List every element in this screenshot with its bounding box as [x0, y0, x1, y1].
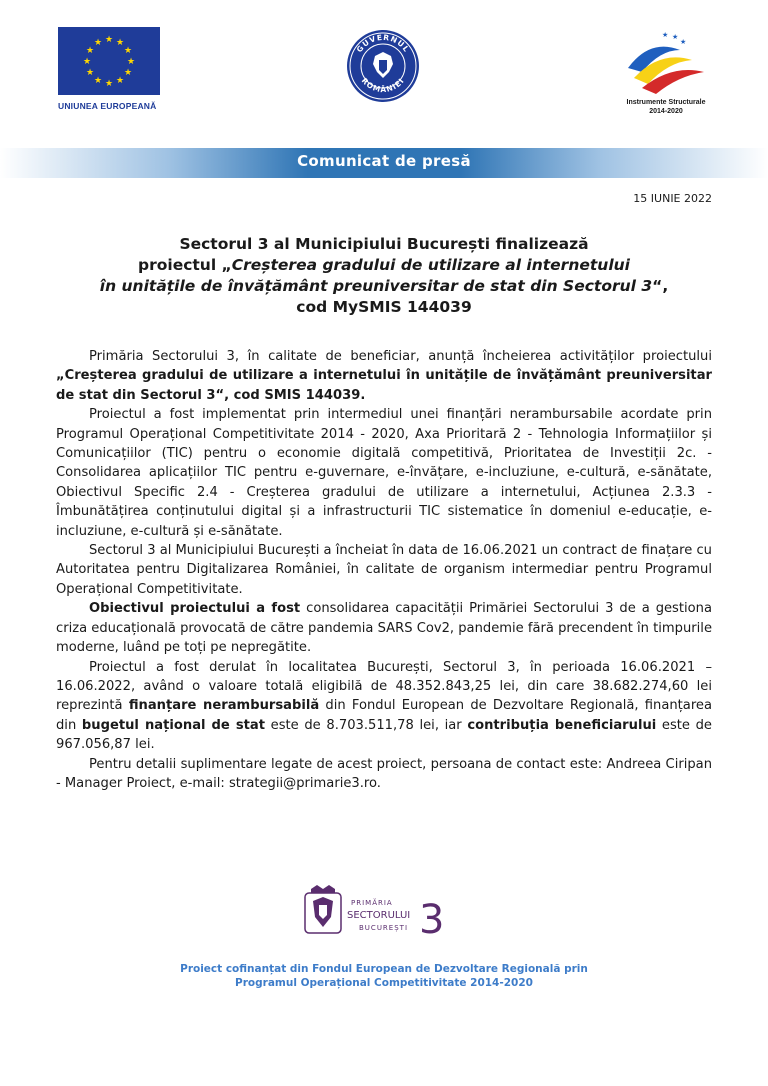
eu-logo [58, 27, 160, 99]
title-line-3-suffix: “, [652, 277, 669, 295]
s3-logo-number: 3 [419, 897, 445, 943]
svg-text:★: ★ [85, 68, 95, 78]
government-seal-logo [345, 28, 421, 104]
p5-a: Proiectul a fost derulat în localitatea București, Sectorul 3, în perioada 16.06.2021 – 16.06.2022, având o valoare totală eligibilă de 48.352.843,25 lei, din care 38.682.274,60 lei reprezintă [56, 659, 712, 714]
title-line-2-italic: Creșterea gradului de utilizare al internetului [231, 256, 630, 274]
svg-text:★: ★ [123, 46, 133, 56]
p1-project-name: „Creșterea gradului de utilizare a internetului în unitățile de învățământ preuniversitar de stat din Sectorul 3“, cod SMIS 144039. [56, 368, 712, 403]
paragraph-3: Sectorul 3 al Municipiului București a încheiat în data de 16.06.2021 un contract de finațare cu Autoritatea pentru Digitalizarea României, în calitate de organism intermediar pentru Programul Operațional Competitivitate. [56, 543, 712, 597]
s3-logo-line3: BUCUREȘTI [359, 924, 409, 932]
p5-b: finanțare nerambursabilă [128, 698, 320, 714]
title-line-1: Sectorul 3 al Municipiului București finalizează [179, 235, 589, 253]
coat-of-arms-icon [305, 885, 341, 933]
structural-instruments-caption [616, 98, 716, 116]
svg-text:★: ★ [115, 76, 125, 86]
paragraph-2: Proiectul a fost implementat prin intermediul unei finanțări nerambursabile acordate prin Programul Operațional Competitivitate 2014 - 2020, Axa Prioritară 2 - Tehnologia Informațiilor și Comunicațiilor (TIC) pentru o economie digitală competitivă, Prioritatea de Investiții 2c. - Consolidarea aplicațiilor TIC pentru e-guvernare, e-învățare, e-incluziune, e-cultură, e-sănătate, Obiectivul Specific 2.4 - Creșterea gradului de utilizare a internetului, Acțiunea 2.3.3 - Îmbunătățirea conținutului digital și a infrastructurii TIC sistematice în domeniul e-educație, e-incluziune, e-cultură și e-sănătate. [56, 407, 712, 539]
is-caption-line2: 2014-2020 [649, 108, 683, 115]
svg-text:★: ★ [672, 33, 679, 41]
paragraph-4 [56, 599, 712, 657]
svg-text:ROMÂNIEI: ROMÂNIEI [359, 76, 407, 95]
svg-text:★: ★ [104, 35, 114, 45]
p5-c: din Fondul European de Dezvoltare Regională, finanțarea din [56, 698, 712, 733]
p5-g: este de 967.056,87 lei. [56, 717, 712, 753]
p5-f: contribuția beneficiarului [467, 717, 657, 733]
svg-text:★: ★ [82, 57, 92, 67]
title-line-2 [56, 255, 712, 276]
title-line-2-prefix: proiectul „ [138, 256, 232, 274]
p1-text: Primăria Sectorului 3, în calitate de beneficiar, anunță încheierea activităților proiectului [89, 349, 712, 364]
footer-line-2: Programul Operațional Competitivitate 2014-2020 [235, 977, 533, 989]
eu-caption: UNIUNEA EUROPEANĂ [58, 101, 157, 111]
p4-text: consolidarea capacității Primăriei Sectorului 3 de a gestiona criza educațională provocată de către pandemia SARS Cov2, pandemie fără precendent în timpurile moderne, luând pe toți pe nepregătite. [56, 601, 712, 656]
s3-logo-line2: SECTORULUI [347, 910, 411, 921]
svg-text:★: ★ [85, 46, 95, 56]
banner-title: Comunicat de presă [297, 152, 471, 170]
body-text [56, 347, 712, 793]
p5-d: bugetul național de stat [81, 717, 265, 733]
eu-flag-icon [58, 27, 160, 95]
paragraph-6: Pentru detalii suplimentare legate de acest proiect, persoana de contact este: Andreea Ciripan - Manager Proiect, e-mail: strategii@primarie3.ro. [56, 756, 712, 791]
svg-text:★: ★ [104, 79, 114, 89]
paragraph-1 [56, 347, 712, 405]
primaria-sector-3-logo [303, 883, 453, 943]
footer-line-1: Proiect cofinanțat din Fondul European de Dezvoltare Regională prin [180, 963, 588, 975]
title-line-3-italic: în unitățile de învățământ preuniversitar de stat din Sectorul 3 [99, 277, 653, 295]
svg-text:★: ★ [93, 76, 103, 86]
s3-logo-line1: PRIMĂRIA [351, 899, 393, 907]
svg-text:★: ★ [680, 38, 687, 46]
svg-text:★: ★ [662, 31, 669, 39]
structural-instruments-logo [620, 28, 710, 98]
footer-note [0, 962, 768, 990]
document-title [56, 234, 712, 318]
p5-e: este de 8.703.511,78 lei, iar [265, 717, 468, 733]
svg-text:★: ★ [115, 38, 125, 48]
svg-text:★: ★ [123, 68, 133, 78]
title-line-3 [56, 276, 712, 297]
paragraph-5 [56, 658, 712, 755]
press-release-date: 15 IUNIE 2022 [633, 192, 712, 205]
svg-text:GUVERNUL: GUVERNUL [354, 32, 412, 55]
svg-text:★: ★ [126, 57, 136, 67]
title-line-4: cod MySMIS 144039 [296, 298, 472, 316]
svg-text:★: ★ [93, 38, 103, 48]
is-caption-line1: Instrumente Structurale [626, 99, 706, 106]
p4-bold: Obiectivul proiectului a fost [89, 601, 301, 617]
